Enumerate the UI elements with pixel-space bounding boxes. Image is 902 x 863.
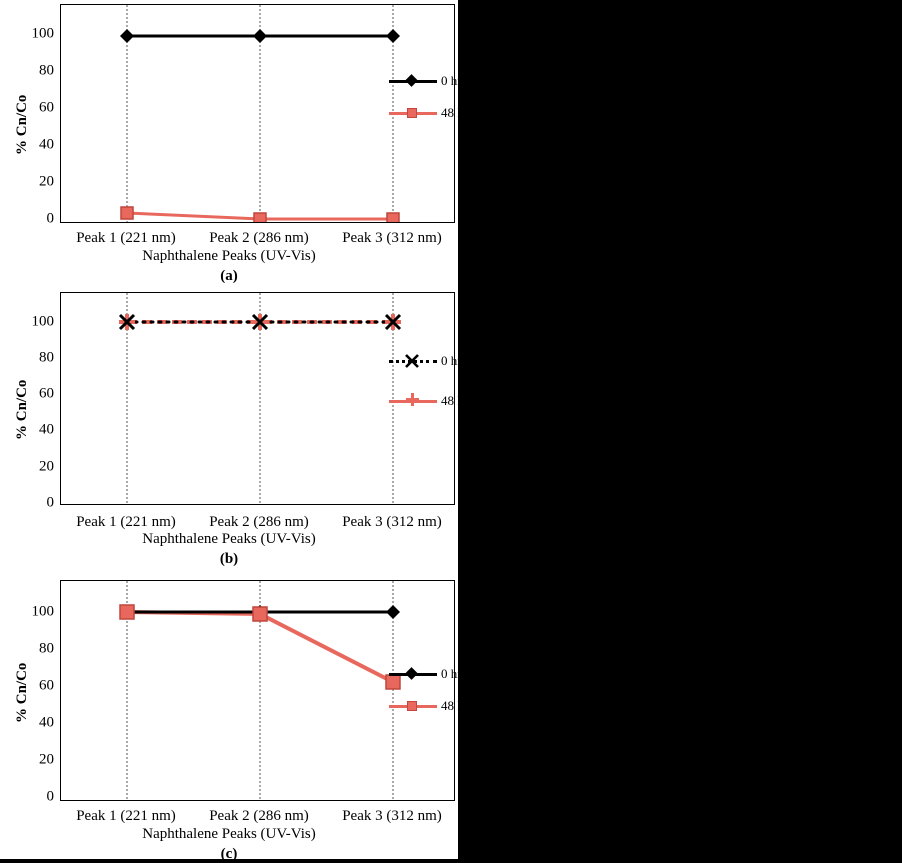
legend-marker-48hrs <box>407 701 417 711</box>
panel-b-y-axis-label: % Cn/Co <box>14 379 30 440</box>
marker-0hrs-peak1 <box>120 29 134 43</box>
marker-48hrs-peak1 <box>120 605 134 619</box>
legend-marker-0hrs <box>407 669 416 678</box>
panel-c-ytick-60: 60 <box>39 677 54 694</box>
panel-c-xtick-peak1: Peak 1 (221 nm) <box>76 808 176 824</box>
marker-48hrs-peak3 <box>387 213 399 222</box>
panel-b-x-axis-label: Naphthalene Peaks (UV-Vis) <box>142 531 316 547</box>
panel-b-plot-frame <box>60 292 455 505</box>
panel-a-x-axis-label: Naphthalene Peaks (UV-Vis) <box>142 248 316 264</box>
legend-marker-0hrs <box>407 76 416 85</box>
panel-a-ytick-60: 60 <box>39 99 54 116</box>
panel-a-ytick-40: 40 <box>39 136 54 153</box>
panel-c-xtick-peak2: Peak 2 (286 nm) <box>209 808 309 824</box>
legend-label-0hrs: 0 hrs <box>441 73 467 88</box>
panel-c-x-axis-label: Naphthalene Peaks (UV-Vis) <box>142 826 316 842</box>
panel-b-ytick-40: 40 <box>39 421 54 438</box>
panel-b-tag: (b) <box>219 551 239 567</box>
panel-a-ytick-20: 20 <box>39 173 54 190</box>
panel-a-y-axis-label: % Cn/Co <box>14 94 30 155</box>
marker-48hrs-peak2 <box>253 607 267 621</box>
panel-c-plot-svg <box>61 581 454 800</box>
panel-a-tag: (a) <box>220 268 238 284</box>
chart-panel-a <box>0 0 474 290</box>
panel-a-xtick-peak2: Peak 2 (286 nm) <box>209 230 309 246</box>
panel-b-ytick-60: 60 <box>39 385 54 402</box>
panel-c-ytick-20: 20 <box>39 751 54 768</box>
legend-marker-48hrs <box>406 393 419 406</box>
panel-b-xtick-peak3: Peak 3 (312 nm) <box>342 514 442 530</box>
chart-panel-b <box>0 290 474 568</box>
marker-0hrs-peak2 <box>253 29 267 43</box>
panel-c-tag: (c) <box>220 846 238 862</box>
legend-label-0hrs: 0 hrs <box>441 666 467 681</box>
marker-0hrs-peak3 <box>386 605 400 619</box>
legend-label-48hrs: 48 hrs <box>441 105 474 120</box>
marker-48hrs-peak2 <box>254 213 266 222</box>
panel-a-ytick-80: 80 <box>39 62 54 79</box>
panel-b-plot-svg <box>61 293 454 504</box>
panel-a-ytick-0: 0 <box>46 210 54 227</box>
panel-c-ytick-100: 100 <box>31 603 54 620</box>
panel-a-xtick-peak1: Peak 1 (221 nm) <box>76 230 176 246</box>
panel-b-ytick-80: 80 <box>39 349 54 366</box>
panel-c-ytick-40: 40 <box>39 714 54 731</box>
legend-label-0hrs: 0 hrs <box>441 353 467 368</box>
marker-48hrs-peak1 <box>121 207 133 219</box>
marker-0hrs-peak3 <box>386 29 400 43</box>
panel-b-xtick-peak1: Peak 1 (221 nm) <box>76 514 176 530</box>
legend-label-48hrs: 48 hrs <box>441 393 474 408</box>
panel-c-plot-frame <box>60 580 455 801</box>
panel-a-ytick-100: 100 <box>31 25 54 42</box>
legend-marker-0hrs <box>405 354 419 368</box>
legend-marker-48hrs <box>407 108 417 118</box>
panel-b-ytick-0: 0 <box>46 494 54 511</box>
panel-b-ytick-20: 20 <box>39 458 54 475</box>
panel-c-y-axis-label: % Cn/Co <box>14 662 30 723</box>
legend-label-48hrs: 48 hrs <box>441 698 474 713</box>
panel-b-xtick-peak2: Peak 2 (286 nm) <box>209 514 309 530</box>
chart-panel-c <box>0 568 474 862</box>
panel-c-ytick-0: 0 <box>46 788 54 805</box>
panel-b-ytick-100: 100 <box>31 313 54 330</box>
panel-a-xtick-peak3: Peak 3 (312 nm) <box>342 230 442 246</box>
panel-c-xtick-peak3: Peak 3 (312 nm) <box>342 808 442 824</box>
marker-48hrs-peak3 <box>386 675 400 689</box>
panel-c-ytick-80: 80 <box>39 640 54 657</box>
